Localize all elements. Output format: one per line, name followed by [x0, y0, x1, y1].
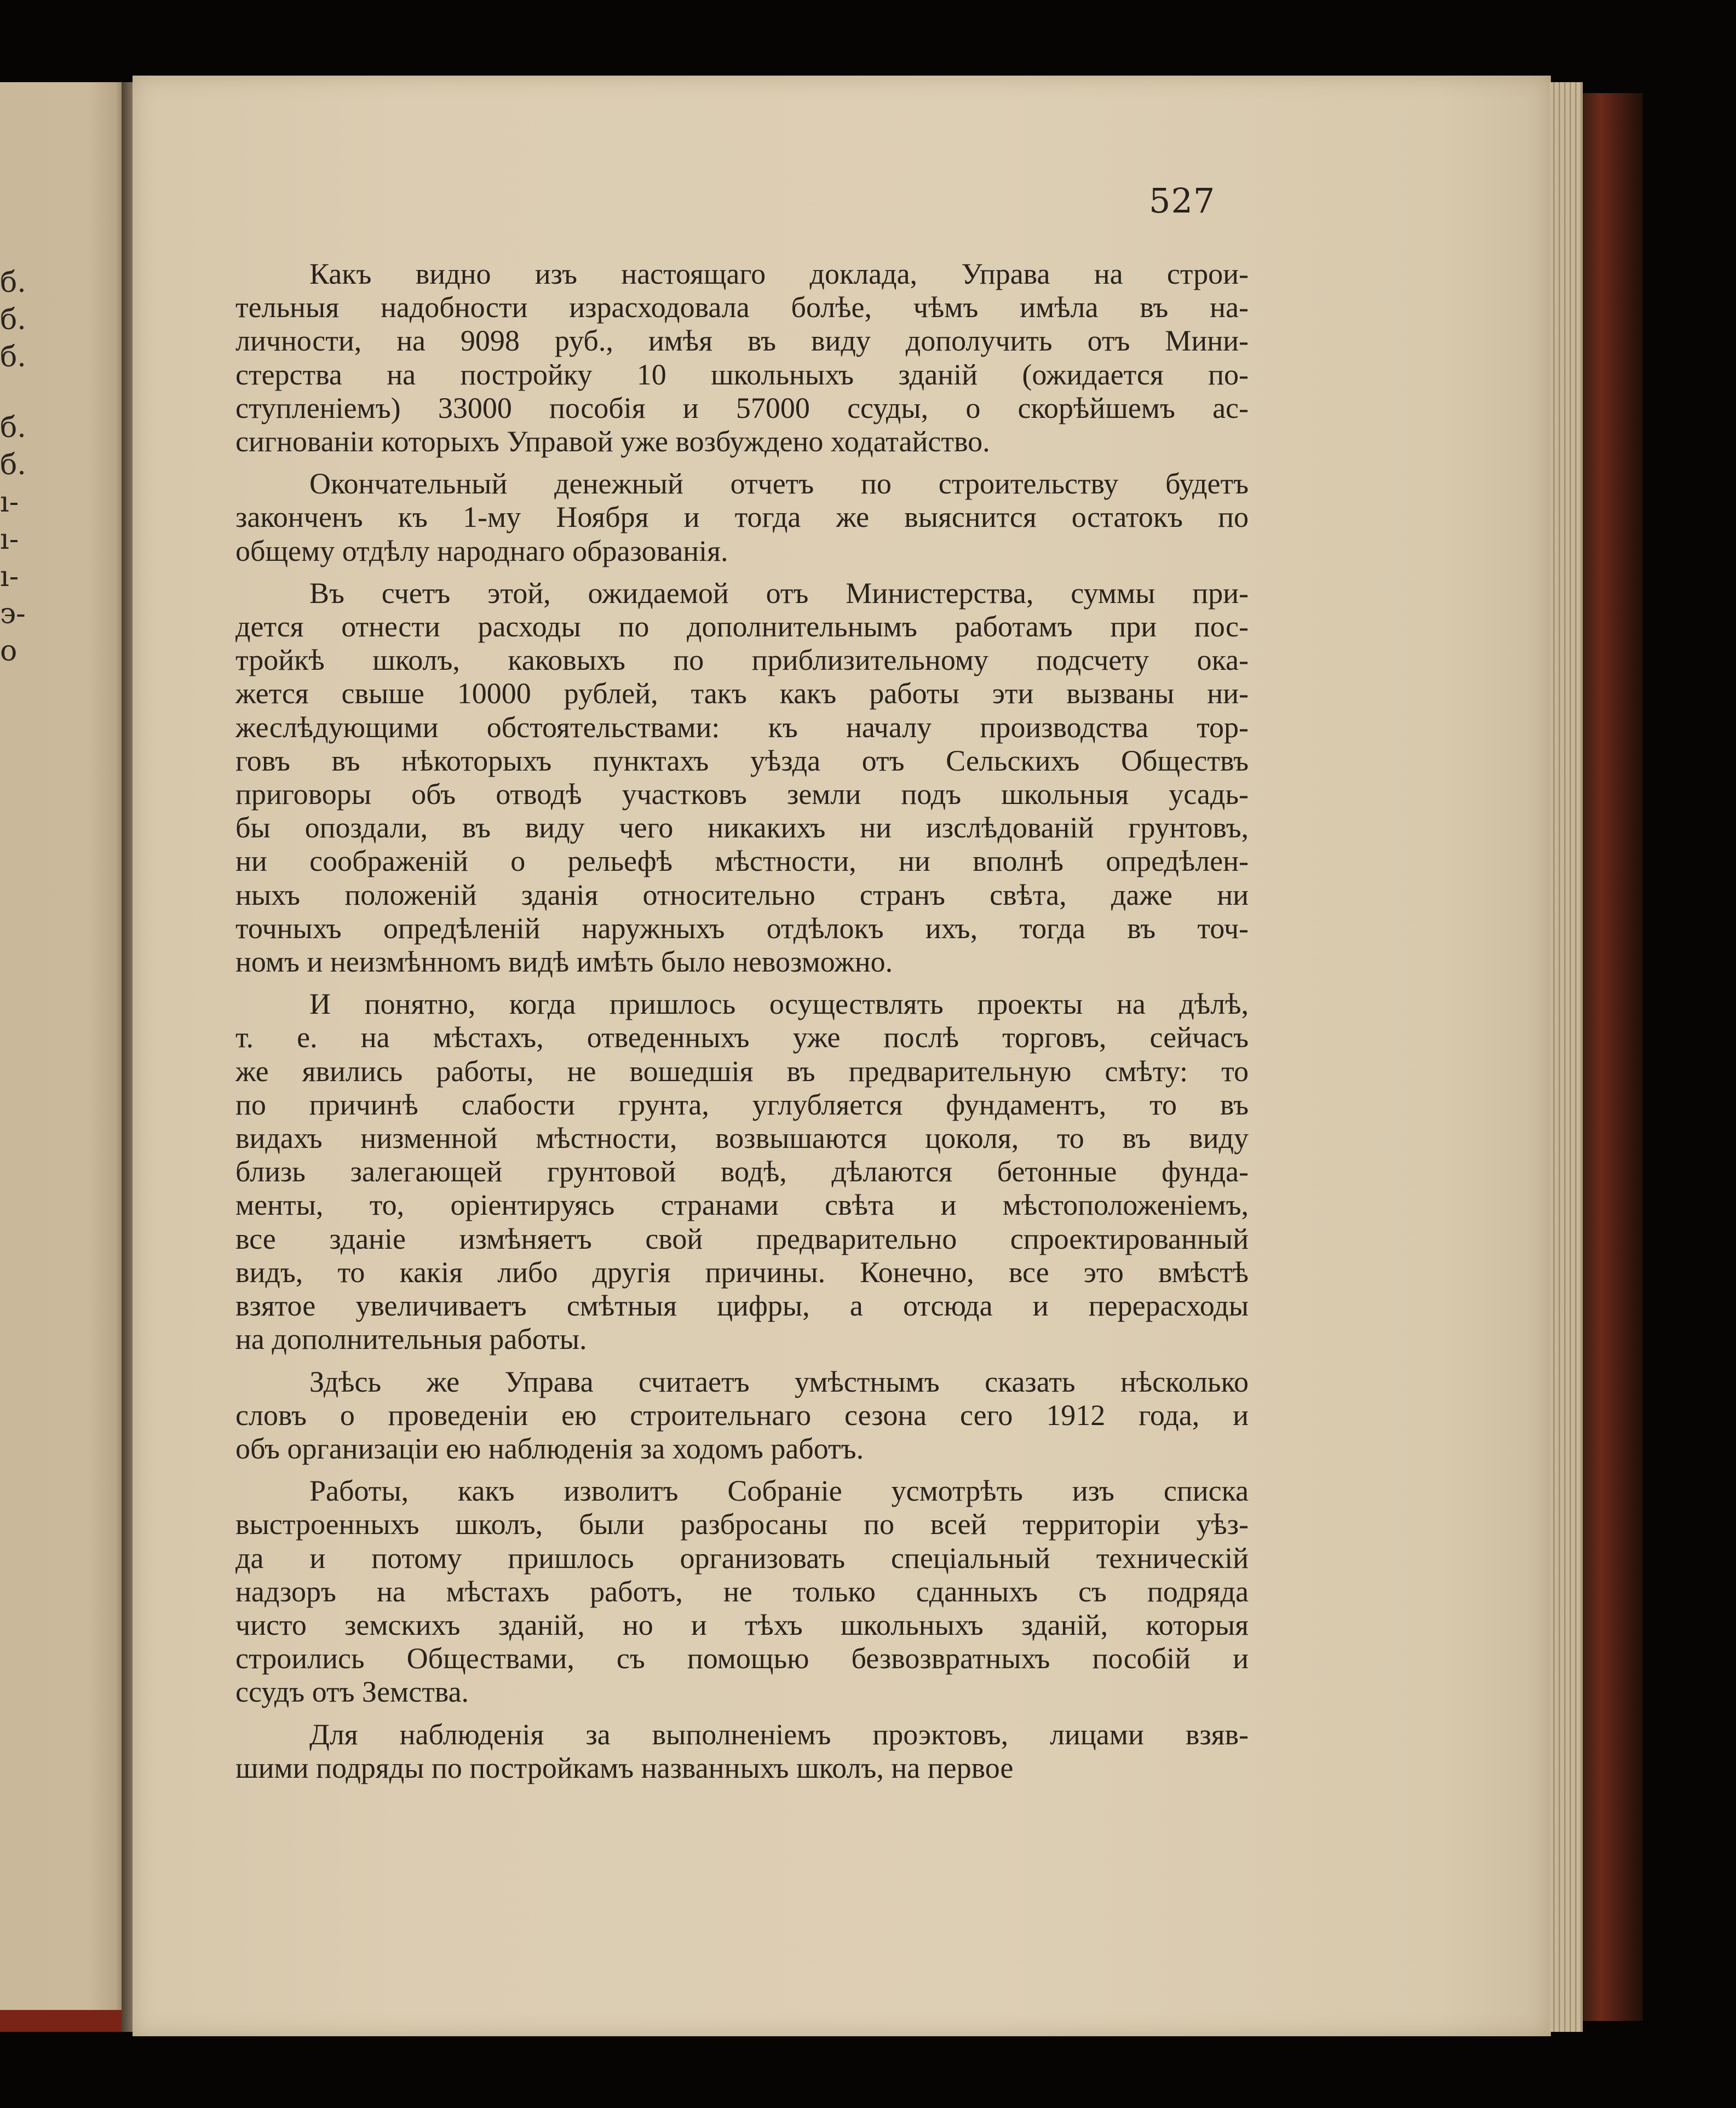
- text-line: словъ о проведеніи ею строительнаго сезона сего 1912 года, и: [235, 1398, 1249, 1432]
- paragraph: [235, 1365, 1249, 1466]
- paragraph: [235, 1718, 1249, 1785]
- text-line: дется отнести расходы по дополнительнымъ работамъ при пос-: [235, 610, 1249, 644]
- text-line: же явились работы, не вошедшія въ предварительную смѣту: то: [235, 1054, 1249, 1088]
- text-line: сигнованіи которыхъ Управой уже возбуждено ходатайство.: [235, 425, 990, 458]
- text-line: взятое увеличиваетъ смѣтныя цифры, а отсюда и перерасходы: [235, 1289, 1249, 1323]
- text-line: все зданіе измѣняетъ свой предварительно спроектированный: [235, 1222, 1249, 1255]
- text-line: номъ и неизмѣнномъ видѣ имѣть было невозможно.: [235, 945, 893, 979]
- left-page-red-edge: [0, 2010, 126, 2032]
- left-page-fragment: э-: [0, 598, 26, 630]
- text-line: т. е. на мѣстахъ, отведенныхъ уже послѣ торговъ, сейчасъ: [235, 1021, 1249, 1054]
- left-page-fragment: б.: [0, 411, 26, 444]
- page-body-text: [235, 257, 1249, 1794]
- text-line: Для наблюденія за выполненіемъ проэктовъ, лицами взяв-: [309, 1718, 1249, 1751]
- text-line: Окончательный денежный отчетъ по строительству будетъ: [309, 467, 1249, 501]
- text-line: стерства на постройку 10 школьныхъ зданій (ожидается по-: [235, 358, 1249, 391]
- paragraph: [235, 987, 1249, 1356]
- text-line: на дополнительныя работы.: [235, 1323, 587, 1356]
- text-line: законченъ къ 1-му Ноября и тогда же выяснится остатокъ по: [235, 501, 1249, 534]
- text-line: ступленіемъ) 33000 пособія и 57000 ссуды, о скорѣйшемъ ас-: [235, 391, 1249, 424]
- text-line: чисто земскихъ зданій, но и тѣхъ школьныхъ зданій, которыя: [235, 1608, 1249, 1641]
- text-line: жеслѣдующими обстоятельствами: къ началу производства тор-: [235, 710, 1249, 744]
- text-line: по причинѣ слабости грунта, углубляется фундаментъ, то въ: [235, 1088, 1249, 1121]
- text-line: жется свыше 10000 рублей, такъ какъ работы эти вызваны ни-: [235, 677, 1249, 710]
- text-line: объ организаціи ею наблюденія за ходомъ работъ.: [235, 1432, 864, 1465]
- left-page-fragment: о: [0, 635, 18, 668]
- text-line: тройкѣ школъ, каковыхъ по приблизительному подсчету ока-: [235, 644, 1249, 677]
- text-line: общему отдѣлу народнаго образованія.: [235, 534, 728, 567]
- text-line: выстроенныхъ школъ, были разбросаны по всей территоріи уѣз-: [235, 1508, 1249, 1541]
- text-line: Здѣсь же Управа считаетъ умѣстнымъ сказать нѣсколько: [309, 1365, 1249, 1398]
- text-line: бы опоздали, въ виду чего никакихъ ни изслѣдованій грунтовъ,: [235, 811, 1249, 845]
- paragraph: [235, 467, 1249, 568]
- paragraph: [235, 1474, 1249, 1709]
- left-page-fragment: б.: [0, 341, 26, 374]
- left-page-fragment: ı-: [0, 523, 19, 556]
- text-line: тельныя надобности израсходовала болѣе, чѣмъ имѣла въ на-: [235, 291, 1249, 324]
- book-cover-edge: [1583, 93, 1643, 2021]
- left-page-fragment: б.: [0, 449, 26, 481]
- page-stack-edge: [1550, 82, 1583, 2032]
- left-page-fragment: б.: [0, 303, 26, 336]
- text-line: ссудъ отъ Земства.: [235, 1675, 469, 1709]
- text-line: близь залегающей грунтовой водѣ, дѣлаются бетонные фунда-: [235, 1155, 1249, 1188]
- text-line: приговоры объ отводѣ участковъ земли подъ школьныя усадь-: [235, 778, 1249, 811]
- text-line: шими подряды по постройкамъ названныхъ школъ, на первое: [235, 1751, 1014, 1784]
- text-line: Работы, какъ изволитъ Собраніе усмотрѣть изъ списка: [309, 1474, 1249, 1508]
- text-line: точныхъ опредѣленій наружныхъ отдѣлокъ ихъ, тогда въ точ-: [235, 911, 1249, 945]
- left-page-fragment: ı-: [0, 486, 19, 519]
- text-line: говъ въ нѣкоторыхъ пунктахъ уѣзда отъ Сельскихъ Обществъ: [235, 744, 1249, 777]
- text-line: видахъ низменной мѣстности, возвышаются цоколя, то въ виду: [235, 1122, 1249, 1155]
- text-line: видъ, то какія либо другія причины. Конечно, все это вмѣстѣ: [235, 1255, 1249, 1289]
- left-page-edge: [0, 82, 126, 2032]
- text-line: да и потому пришлось организовать спеціальный техническій: [235, 1541, 1249, 1575]
- left-page-fragment: б.: [0, 266, 26, 299]
- text-line: менты, то, оріентируясь странами свѣта и мѣстоположеніемъ,: [235, 1188, 1249, 1222]
- page-number: 527: [1149, 181, 1216, 221]
- text-line: личности, на 9098 руб., имѣя въ виду дополучить отъ Мини-: [235, 324, 1249, 358]
- left-page-fragment: ı-: [0, 560, 19, 593]
- text-line: ныхъ положеній зданія относительно странъ свѣта, даже ни: [235, 878, 1249, 911]
- text-line: строились Обществами, съ помощью безвозвратныхъ пособій и: [235, 1642, 1249, 1675]
- paragraph: [235, 577, 1249, 979]
- text-line: ни соображеній о рельефѣ мѣстности, ни вполнѣ опредѣлен-: [235, 845, 1249, 878]
- text-line: надзоръ на мѣстахъ работъ, не только сданныхъ съ подряда: [235, 1575, 1249, 1608]
- text-line: Въ счетъ этой, ожидаемой отъ Министерства, суммы при-: [309, 576, 1249, 610]
- text-line: Какъ видно изъ настоящаго доклада, Управа на строи-: [309, 257, 1249, 290]
- text-line: И понятно, когда пришлось осуществлять проекты на дѣлѣ,: [309, 987, 1249, 1021]
- paragraph: [235, 257, 1249, 458]
